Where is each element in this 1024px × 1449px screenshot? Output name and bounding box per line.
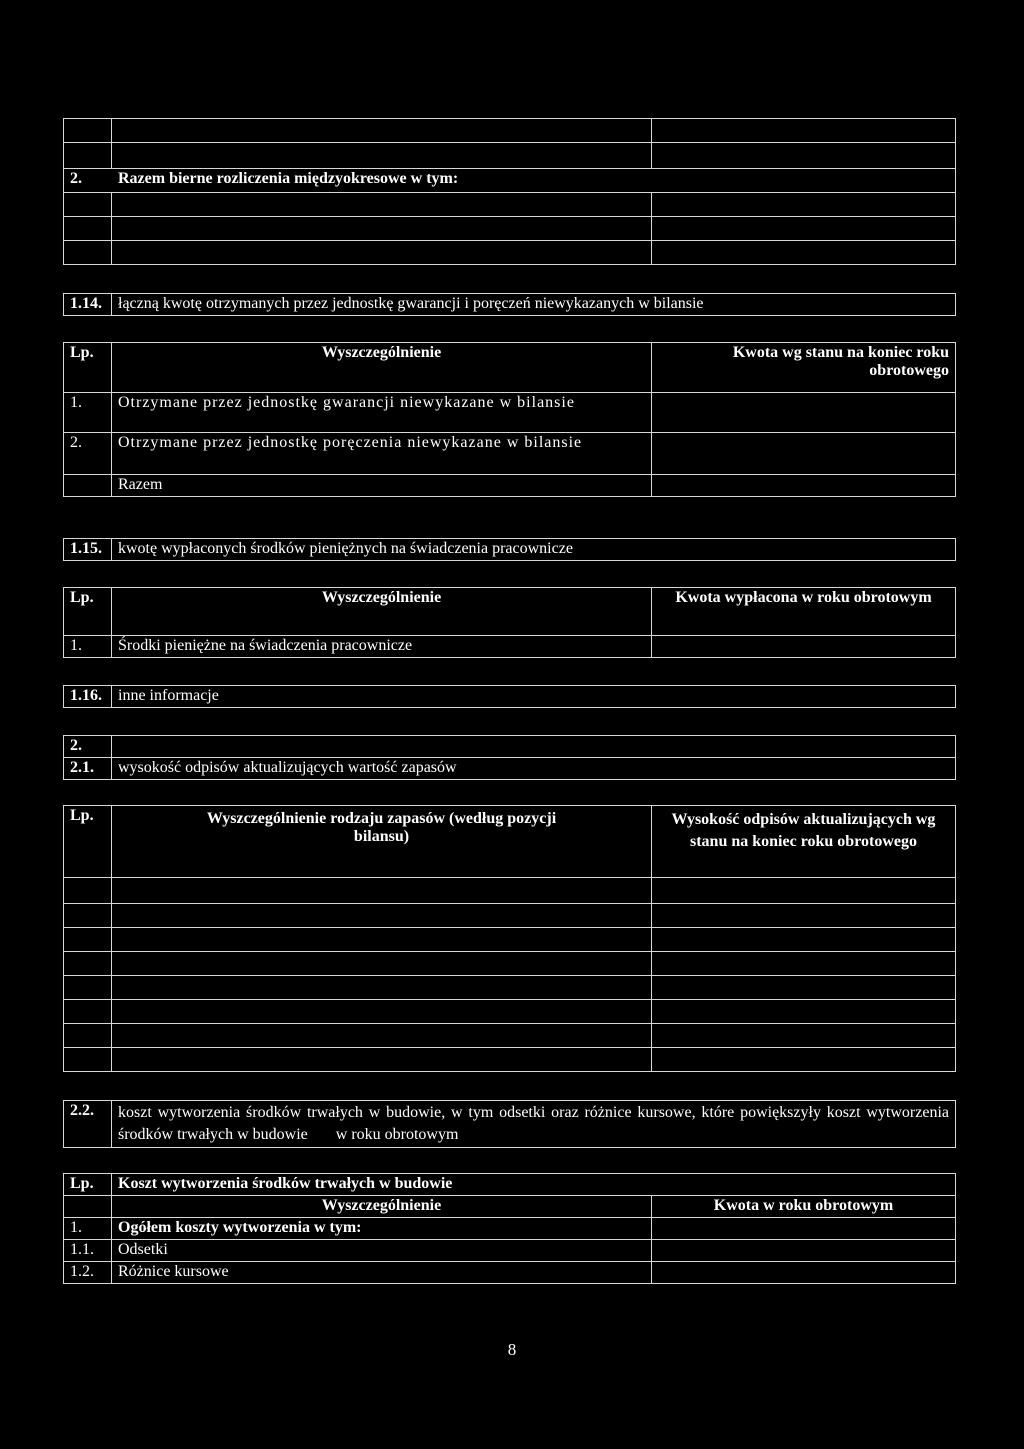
row-description: Różnice kursowe [112, 1262, 652, 1284]
header-description: Wyszczególnienie [112, 588, 652, 636]
header-description: Wyszczególnienie rodzaju zapasów (według pozycji bilansu) [112, 806, 652, 878]
row-lp: 1.1. [64, 1240, 112, 1262]
total-amount [652, 475, 956, 497]
row-amount [652, 636, 956, 658]
section-number: 1.15. [64, 539, 112, 561]
section-1-14-title [63, 293, 956, 316]
section-number: 1.14. [64, 294, 112, 316]
header-description: Wyszczególnienie [112, 343, 652, 393]
header-lp: Lp. [64, 343, 112, 393]
row-amount [651, 1240, 955, 1262]
section-title: inne informacje [112, 686, 956, 708]
guarantees-table [63, 342, 956, 497]
row-lp: 1. [64, 636, 112, 658]
section-2-2-title [63, 1100, 956, 1148]
row-description: Odsetki [112, 1240, 652, 1262]
section-1-16-title [63, 685, 956, 708]
employee-benefits-table [63, 587, 956, 658]
row-amount [651, 1218, 955, 1240]
row-lp: 1. [64, 1218, 112, 1240]
table-caption: Koszt wytworzenia środków trwałych w budowie [112, 1174, 956, 1196]
section-title: kwotę wypłaconych środków pieniężnych na świadczenia pracownicze [112, 539, 956, 561]
row-description: Otrzymane przez jednostkę poręczenia niewykazane w bilansie [112, 433, 652, 475]
row-description: Środki pieniężne na świadczenia pracownicze [112, 636, 652, 658]
row-amount [651, 1262, 955, 1284]
header-amount: Kwota wg stanu na koniec roku obrotowego [652, 343, 956, 393]
header-description: Wyszczególnienie [112, 1196, 652, 1218]
row-lp: 1. [64, 393, 112, 433]
header-lp: Lp. [64, 588, 112, 636]
row-description: Ogółem koszty wytworzenia w tym: [112, 1218, 652, 1240]
header-lp: Lp. [64, 806, 112, 878]
row-lp: 1.2. [64, 1262, 112, 1284]
page-number: 8 [507, 1340, 517, 1359]
inventory-writedowns-table [63, 805, 956, 1072]
section-number: 2.1. [64, 758, 112, 780]
row-amount [652, 433, 956, 475]
header-amount: Wysokość odpisów aktualizujących wg stanu na koniec roku obrotowego [652, 806, 956, 878]
row-lp: 2. [64, 433, 112, 475]
construction-cost-table [63, 1173, 956, 1284]
section-title: wysokość odpisów aktualizujących wartość zapasów [112, 758, 956, 780]
section-number: 2.2. [64, 1101, 112, 1148]
section-number: 1.16. [64, 686, 112, 708]
total-label: Razem [112, 475, 652, 497]
row-description: Otrzymane przez jednostkę gwarancji niewykazane w bilansie [112, 393, 652, 433]
section-title: koszt wytworzenia środków trwałych w budowie, w tym odsetki oraz różnice kursowe, które powiększyły koszt wytworzenia środków trwałych w budowie w roku obrotowym [112, 1101, 956, 1148]
section-number: 2. [64, 736, 112, 758]
row-amount [652, 393, 956, 433]
accruals-table [63, 118, 956, 265]
row-label: Razem bierne rozliczenia międzyokresowe w tym: [118, 170, 459, 187]
section-2-header [63, 735, 956, 780]
accruals-total-row [64, 169, 956, 193]
section-1-15-title [63, 538, 956, 561]
row-number: 2. [70, 170, 82, 187]
header-amount: Kwota wypłacona w roku obrotowym [652, 588, 956, 636]
header-lp: Lp. [64, 1174, 112, 1196]
header-amount: Kwota w roku obrotowym [651, 1196, 955, 1218]
section-title: łączną kwotę otrzymanych przez jednostkę gwarancji i poręczeń niewykazanych w bilansie [112, 294, 956, 316]
